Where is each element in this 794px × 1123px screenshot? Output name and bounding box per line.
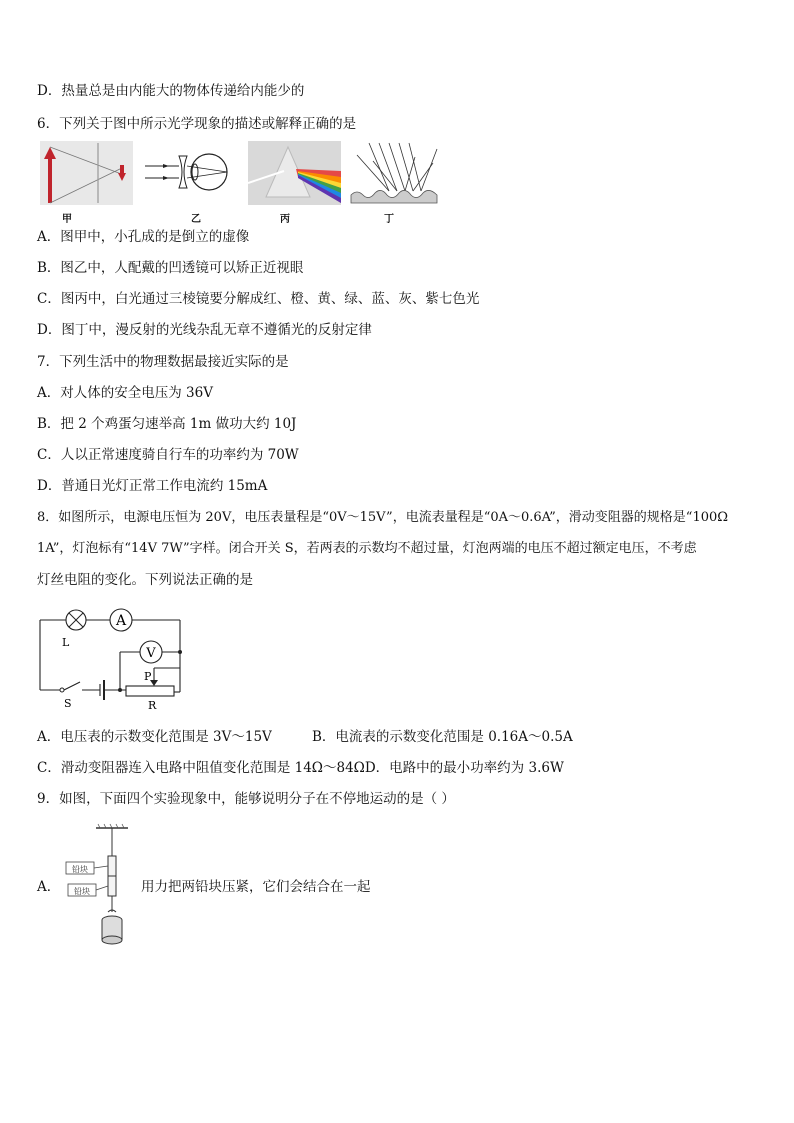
q8-option-a: A．电压表的示数变化范围是 3V～15V: [37, 729, 272, 745]
q6-option-a: A．图甲中，小孔成的是倒立的虚像: [37, 229, 250, 245]
q8-stem-line2: 1A”，灯泡标有“14V 7W”字样。闭合开关 S，若两表的示数均不超过量，灯泡两端的电压不超过额定电压，不考虑: [37, 541, 697, 556]
q5-option-d: D．热量总是由内能大的物体传递给内能少的: [37, 83, 305, 99]
eyeball: [191, 154, 227, 190]
block-label-1: 铅块: [72, 865, 88, 874]
weight: [102, 936, 122, 944]
q7-option-c: C．人以正常速度骑自行车的功率约为 70W: [37, 447, 299, 463]
q9-option-a-text: 用力把两铅块压紧，它们会结合在一起: [141, 879, 371, 895]
q9-stem: 9．如图，下面四个实验现象中，能够说明分子在不停地运动的是（ ）: [37, 791, 455, 807]
rough-surface: [351, 190, 437, 203]
figure-ding-diffuse: [349, 141, 439, 205]
block-label-2: 铅块: [74, 887, 90, 896]
lead-block-top: [108, 856, 116, 876]
lamp-symbol: [66, 610, 86, 630]
q6-option-d: D．图丁中，漫反射的光线杂乱无章不遵循光的反射定律: [37, 322, 372, 338]
caption-yi: 乙: [191, 214, 201, 225]
figure-bing-prism: [248, 141, 341, 205]
q6-option-c: C．图丙中，白光通过三棱镜要分解成红、橙、黄、绿、蓝、灰、紫七色光: [37, 291, 480, 307]
q7-stem: 7．下列生活中的物理数据最接近实际的是: [37, 354, 289, 370]
circuit-diagram: [34, 606, 184, 712]
lamp-label: L: [62, 636, 70, 649]
caption-ding: 丁: [384, 214, 394, 225]
q8-option-cd: C．滑动变阻器连入电路中阻值变化范围是 14Ω～84ΩD．电路中的最小功率约为 3.6W: [37, 760, 564, 776]
q7-option-a: A．对人体的安全电压为 36V: [37, 385, 213, 401]
q6-stem: 6．下列关于图中所示光学现象的描述或解释正确的是: [37, 116, 357, 132]
figure-yi-eye: [143, 150, 233, 194]
q9-option-a-label: A．: [37, 879, 61, 895]
slider-label: P: [144, 670, 152, 683]
concave-lens: [179, 156, 187, 188]
figure-jia-pinhole: [40, 141, 133, 205]
caption-bing: 丙: [280, 214, 290, 225]
resistor-label: R: [148, 699, 157, 712]
switch-label: S: [64, 697, 72, 710]
voltmeter-label: V: [146, 646, 156, 661]
lead-blocks-figure: [62, 822, 132, 950]
q8-stem-line3: 灯丝电阻的变化。下列说法正确的是: [37, 572, 253, 588]
q8-stem-line1: 8．如图所示，电源电压恒为 20V，电压表量程是“0V～15V”，电流表量程是“0A～0.6A”，滑动变阻器的规格是“100Ω: [37, 510, 729, 525]
q7-option-b: B．把 2 个鸡蛋匀速举高 1m 做功大约 10J: [37, 416, 297, 432]
lead-block-bottom: [108, 876, 116, 896]
q6-option-b: B．图乙中，人配戴的凹透镜可以矫正近视眼: [37, 260, 304, 276]
caption-jia: 甲: [62, 214, 72, 225]
q7-option-d: D．普通日光灯正常工作电流约 15mA: [37, 478, 268, 494]
ammeter-label: A: [115, 613, 127, 629]
q8-option-b: B．电流表的示数变化范围是 0.16A～0.5A: [312, 729, 573, 745]
